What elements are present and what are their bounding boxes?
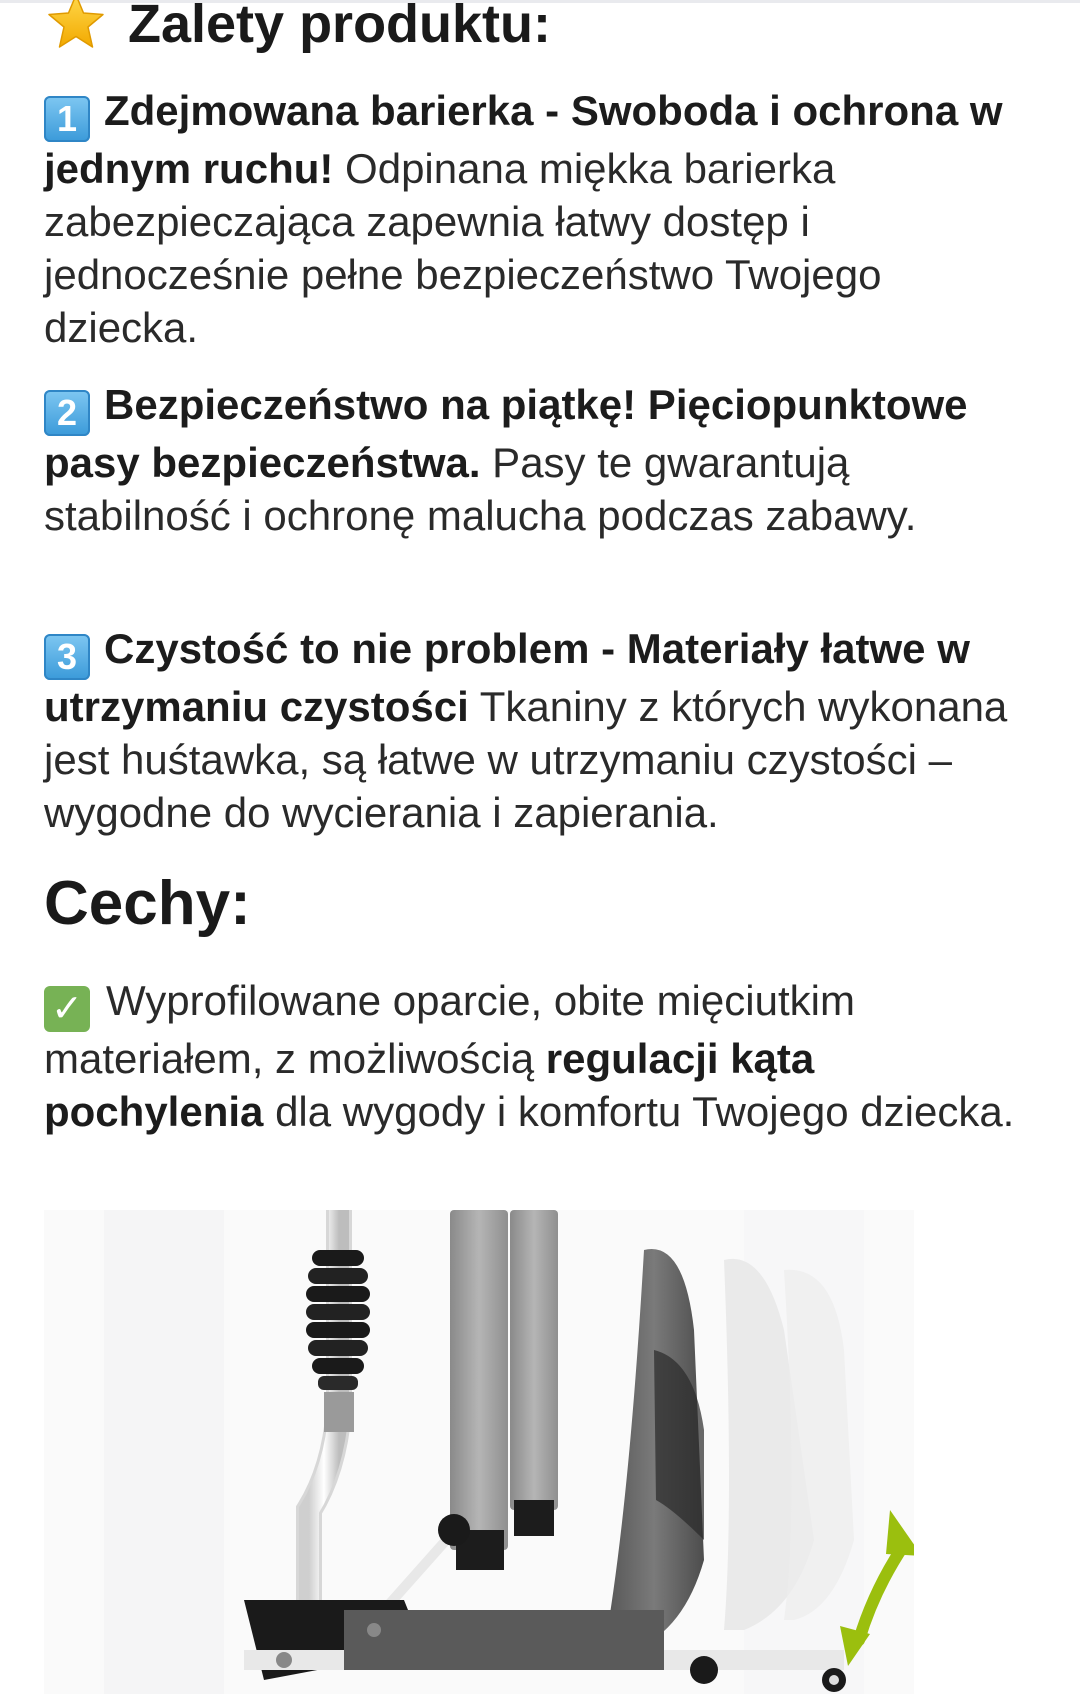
product-photo (44, 1210, 914, 1694)
advantage-item-3-title: Czystość to nie problem - Materiały łatwe w utrzymaniu czystości (44, 625, 970, 730)
keycap-one-icon: 1 (44, 96, 90, 142)
advantage-item-1-title: Zdejmowana barierka - Swoboda i ochrona w jednym ruchu! (44, 87, 1003, 192)
advantage-item-1 (44, 84, 1044, 354)
feature-item-1-text-after: dla wygody i komfortu Twojego dziecka. (263, 1088, 1015, 1135)
keycap-three-icon: 3 (44, 634, 90, 680)
advantage-item-2-text: Pasy te gwarantują stabilność i ochronę malucha podczas zabawy. (44, 439, 917, 539)
advantage-item-2-title: Bezpieczeństwo na piątkę! Pięciopunktowe pasy bezpieczeństwa. (44, 381, 968, 486)
advantage-item-3 (44, 622, 1044, 839)
keycap-two-icon: 2 (44, 390, 90, 436)
advantage-item-3-text: Tkaniny z których wykonana jest huśtawka, są łatwe w utrzymaniu czystości – wygodne do wycierania i zapierania. (44, 683, 1008, 836)
feature-item-1-text-before: Wyprofilowane oparcie, obite mięciutkim materiałem, z możliwością (44, 977, 855, 1082)
check-mark-icon: ✓ (44, 986, 90, 1032)
feature-item-1-bold: regulacji kąta pochylenia (44, 1035, 815, 1135)
swing-seat-illustration (44, 1210, 914, 1694)
features-heading: Cechy: (44, 869, 251, 938)
feature-item-1 (44, 974, 1044, 1138)
star-icon (46, 0, 106, 52)
advantage-item-1-text: Odpinana miękka barierka zabezpieczająca zapewnia łatwy dostęp i jednocześnie pełne bezpieczeństwo Twojego dziecka. (44, 145, 882, 351)
advantage-item-2 (44, 378, 1044, 542)
advantages-heading (46, 0, 551, 56)
advantages-heading-text: Zalety produktu: (128, 0, 552, 54)
